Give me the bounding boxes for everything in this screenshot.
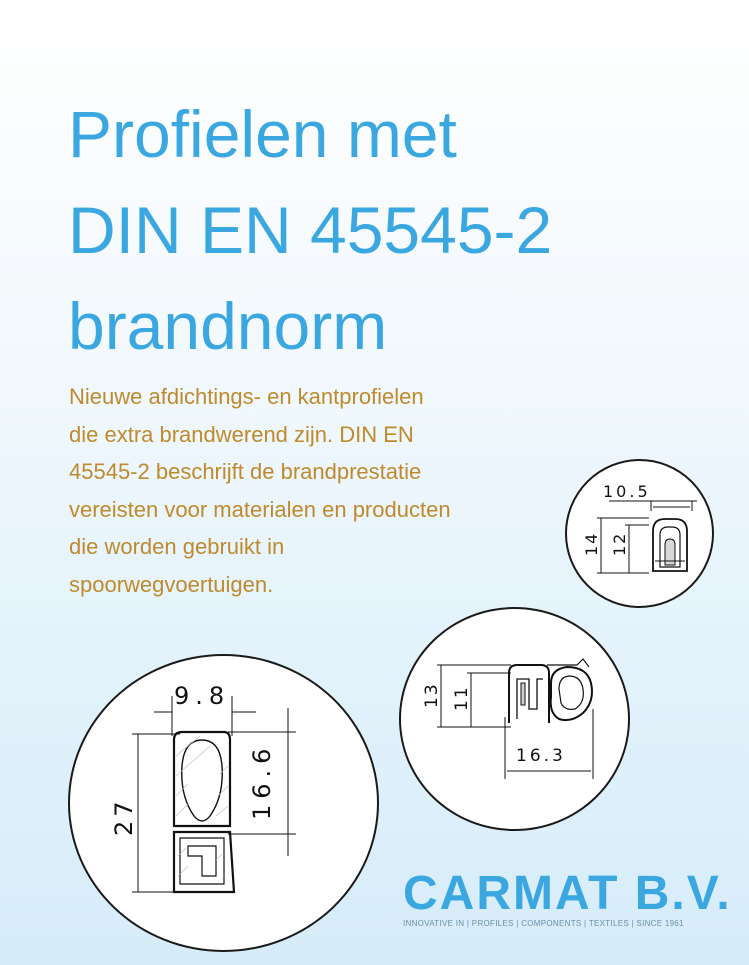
dimension-label: 16.3	[516, 746, 566, 766]
dimension-label: 14	[582, 531, 601, 556]
profile-drawing-medium-svg	[401, 609, 630, 831]
title-line: DIN EN 45545-2	[68, 193, 553, 267]
description-line: spoorwegvoertuigen.	[69, 571, 274, 597]
description-line: 45545-2 beschrijft de brandprestatie	[69, 459, 422, 484]
company-logo	[403, 868, 733, 928]
dimension-label: 11	[452, 685, 472, 711]
description-line: die worden gebruikt in	[69, 534, 285, 559]
title-line: brandnorm	[68, 289, 388, 363]
logo-tagline: INNOVATIVE IN | PROFILES | COMPONENTS | TEXTILES | SINCE 1961	[403, 919, 684, 928]
page-title	[68, 86, 708, 374]
title-line: Profielen met	[68, 97, 457, 171]
dimension-label: 13	[422, 682, 442, 708]
profile-drawing-small-svg	[567, 461, 714, 608]
dimension-label: 27	[110, 797, 138, 836]
dimension-label: 16.6	[248, 742, 276, 820]
description-line: die extra brandwerend zijn. DIN EN	[69, 421, 414, 447]
logo-name: CARMAT B.V.	[403, 867, 732, 920]
profile-drawing-medium	[399, 607, 630, 831]
dimension-label: 10.5	[603, 482, 651, 501]
profile-drawing-large-svg	[70, 656, 379, 952]
description-line: Nieuwe afdichtings- en kantprofielen	[69, 384, 424, 409]
profile-drawing-small	[565, 459, 714, 608]
description-paragraph	[69, 378, 569, 603]
dimension-label: 12	[610, 531, 629, 556]
dimension-label: 9.8	[174, 682, 231, 710]
description-line: vereisten voor materialen en producten	[69, 496, 451, 522]
profile-drawing-large	[68, 654, 379, 952]
